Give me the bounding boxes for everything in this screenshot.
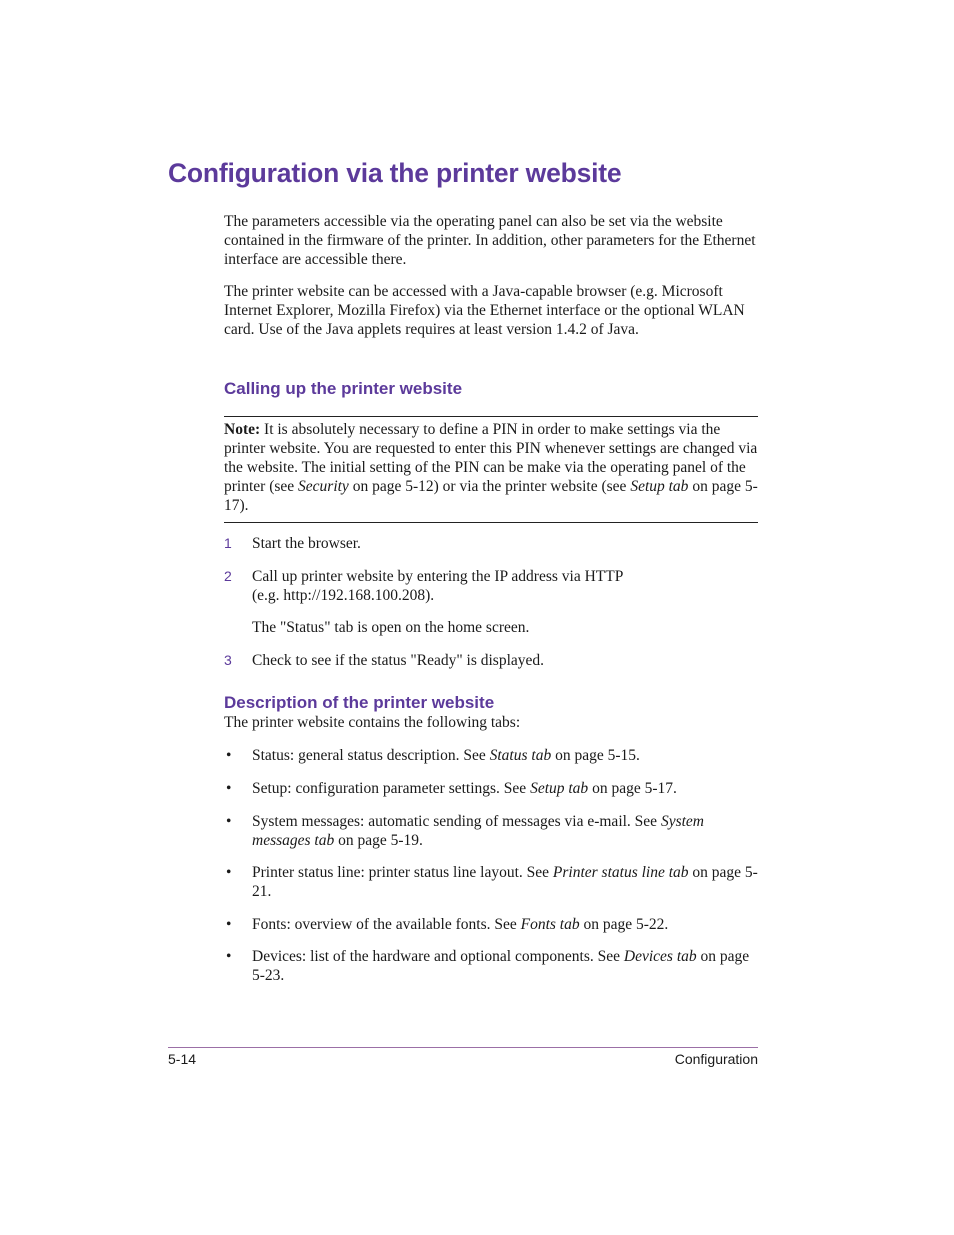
footer-divider: [168, 1047, 758, 1048]
list-item-text: Setup: configuration parameter settings. See: [252, 780, 531, 797]
footer-page-number: 5-14: [168, 1051, 197, 1067]
list-item-page: on page 5-15.: [551, 747, 640, 764]
note-top-divider: [224, 416, 758, 417]
bullet-marker: •: [226, 747, 232, 764]
intro-paragraph-1: The parameters accessible via the operating panel can also be set via the website contained in the firmware of the printer. In addition, other parameters for the Ethernet interface are accessible there.: [224, 213, 756, 268]
note-text-3: on page 5-17).: [224, 478, 758, 514]
list-item-page: on page 5-23.: [252, 948, 750, 984]
step-text-line-2: (e.g. http://192.168.100.208).: [252, 587, 435, 604]
list-item: [252, 947, 758, 985]
footer-section-name: Configuration: [674, 1051, 758, 1067]
step-text: Check to see if the status "Ready" is displayed.: [252, 652, 545, 669]
section-heading-calling-up: Calling up the printer website: [224, 379, 463, 398]
list-item-page: on page 5-21.: [252, 864, 758, 900]
bullet-marker: •: [226, 780, 232, 797]
note-text-1: It is absolutely necessary to define a PIN in order to make settings via the printer website. You are requested to enter this PIN whenever settings are changed via the website. The initial setting of the PIN can be make via the operating panel of the printer (see: [224, 421, 758, 495]
bullet-marker: •: [226, 948, 232, 965]
bullet-marker: •: [226, 813, 232, 830]
list-item: [252, 779, 758, 798]
list-item-ref: System messages tab: [252, 813, 704, 849]
note-ref-setup-tab: Setup tab: [630, 478, 689, 495]
step-number: 3: [224, 652, 232, 668]
list-item-ref: Fonts tab: [520, 916, 580, 933]
section-heading-description: Description of the printer website: [224, 693, 495, 712]
note-text-2: on page 5-12) or via the printer website (see: [348, 478, 631, 495]
list-item-page: on page 5-19.: [334, 832, 423, 849]
list-item-ref: Status tab: [489, 747, 552, 764]
list-item-page: on page 5-17.: [588, 780, 677, 797]
description-lead: The printer website contains the following tabs:: [224, 714, 521, 731]
step-text: Start the browser.: [252, 535, 361, 552]
note-ref-security: Security: [298, 478, 349, 495]
step-number: 1: [224, 535, 232, 551]
page-title: Configuration via the printer website: [168, 158, 622, 188]
list-item: [252, 746, 758, 765]
list-item-text: Devices: list of the hardware and optional components. See: [252, 948, 624, 965]
list-item-text: Fonts: overview of the available fonts. See: [252, 916, 521, 933]
list-item-text: Printer status line: printer status line layout. See: [252, 864, 553, 881]
list-item-ref: Printer status line tab: [552, 864, 689, 881]
list-item: [252, 915, 758, 934]
list-item: [252, 863, 758, 901]
step-number: 2: [224, 568, 232, 584]
list-item-ref: Devices tab: [623, 948, 697, 965]
note-bottom-divider: [224, 522, 758, 523]
step-text-line-1: Call up printer website by entering the IP address via HTTP: [252, 568, 624, 585]
note-label: Note:: [224, 421, 261, 438]
bullet-marker: •: [226, 864, 232, 881]
list-item-text: Status: general status description. See: [252, 747, 490, 764]
list-item: [252, 812, 758, 850]
step-result-text: The "Status" tab is open on the home screen.: [252, 619, 530, 636]
note-paragraph: [224, 420, 758, 515]
intro-paragraph-2: The printer website can be accessed with a Java-capable browser (e.g. Microsoft Internet Explorer, Mozilla Firefox) via the Ethernet interface or the optional WLAN card. Use of the Java applets requires at least version 1.4.2 of Java.: [224, 283, 745, 338]
list-item-page: on page 5-22.: [579, 916, 669, 933]
list-item-text: System messages: automatic sending of messages via e-mail. See: [252, 813, 661, 830]
bullet-marker: •: [226, 916, 232, 933]
list-item-ref: Setup tab: [530, 780, 589, 797]
